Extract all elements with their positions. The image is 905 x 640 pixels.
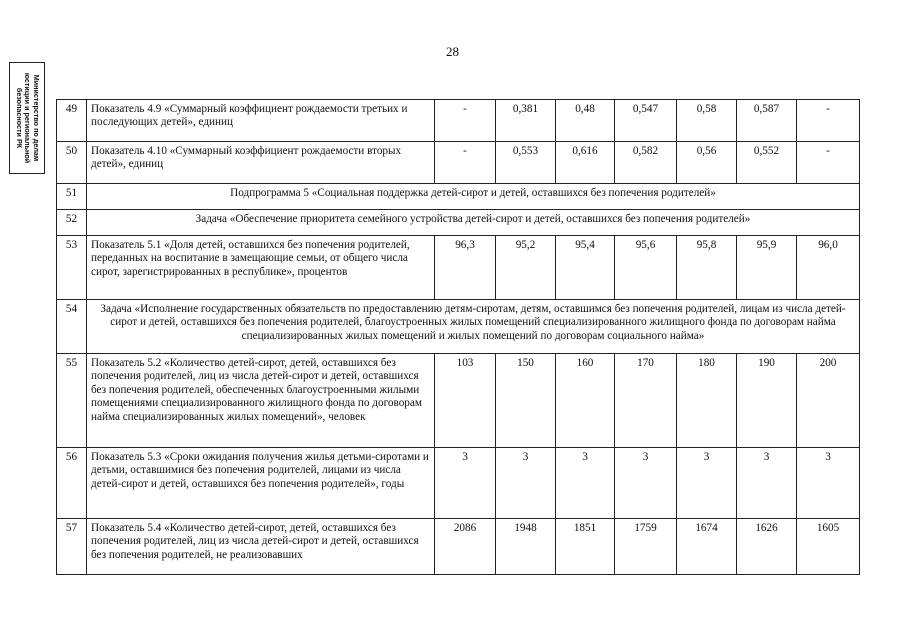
value-cell: - xyxy=(797,100,860,142)
value-cell: 160 xyxy=(556,354,615,448)
value-cell: 0,58 xyxy=(677,100,737,142)
value-cell: - xyxy=(435,142,496,184)
value-cell: 95,2 xyxy=(496,236,556,300)
value-cell: 95,8 xyxy=(677,236,737,300)
row-number: 52 xyxy=(57,210,87,236)
indicator-description: Показатель 5.3 «Сроки ожидания получения жилья детьми-сиротами и детьми, оставшимися без попечения родителей, лицами из числа детей-сирот и детей, оставшихся без попечения родителей», годы xyxy=(87,448,435,519)
value-cell: 190 xyxy=(737,354,797,448)
value-cell: 96,3 xyxy=(435,236,496,300)
table-row xyxy=(57,448,860,519)
value-cell: 1626 xyxy=(737,519,797,575)
stamp-text xyxy=(14,64,40,172)
indicators-table xyxy=(56,99,860,575)
row-number: 50 xyxy=(57,142,87,184)
value-cell: 0,48 xyxy=(556,100,615,142)
value-cell: 3 xyxy=(615,448,677,519)
value-cell: 3 xyxy=(797,448,860,519)
value-cell: 1948 xyxy=(496,519,556,575)
value-cell: 103 xyxy=(435,354,496,448)
stamp-line-2: юстиции и региональной xyxy=(23,72,33,164)
value-cell: 0,616 xyxy=(556,142,615,184)
row-number: 57 xyxy=(57,519,87,575)
value-cell: 150 xyxy=(496,354,556,448)
value-cell: - xyxy=(797,142,860,184)
value-cell: 1674 xyxy=(677,519,737,575)
table-row xyxy=(57,236,860,300)
value-cell: 0,547 xyxy=(615,100,677,142)
value-cell: 0,381 xyxy=(496,100,556,142)
section-row xyxy=(57,300,860,354)
value-cell: 1605 xyxy=(797,519,860,575)
row-number: 51 xyxy=(57,184,87,210)
value-cell: 180 xyxy=(677,354,737,448)
value-cell: 0,552 xyxy=(737,142,797,184)
row-number: 53 xyxy=(57,236,87,300)
table-row xyxy=(57,519,860,575)
subprogram-title: Подпрограмма 5 «Социальная поддержка детей-сирот и детей, оставшихся без попечения родителей» xyxy=(87,184,860,210)
table-row xyxy=(57,142,860,184)
value-cell: 95,4 xyxy=(556,236,615,300)
value-cell: 95,6 xyxy=(615,236,677,300)
row-number: 56 xyxy=(57,448,87,519)
value-cell: 0,582 xyxy=(615,142,677,184)
indicator-description: Показатель 5.2 «Количество детей-сирот, детей, оставшихся без попечения родителей, лиц из числа детей-сирот и детей, оставшихся без попечения родителей, обеспеченных благоустроенными жилыми помещениями специализированного жилищного фонда по договорам найма специализированных жилых помещений», человек xyxy=(87,354,435,448)
task-title: Задача «Обеспечение приоритета семейного устройства детей-сирот и детей, оставшихся без попечения родителей» xyxy=(87,210,860,236)
indicator-description: Показатель 5.4 «Количество детей-сирот, детей, оставшихся без попечения родителей, лиц из числа детей-сирот и детей, оставшихся без попечения родителей, не реализовавших xyxy=(87,519,435,575)
value-cell: 1759 xyxy=(615,519,677,575)
value-cell: 0,56 xyxy=(677,142,737,184)
row-number: 55 xyxy=(57,354,87,448)
indicator-description: Показатель 4.10 «Суммарный коэффициент рождаемости вторых детей», единиц xyxy=(87,142,435,184)
value-cell: 95,9 xyxy=(737,236,797,300)
value-cell: 170 xyxy=(615,354,677,448)
value-cell: 3 xyxy=(737,448,797,519)
value-cell: 0,587 xyxy=(737,100,797,142)
row-number: 54 xyxy=(57,300,87,354)
stamp-line-3: безопасности РК xyxy=(14,87,24,149)
indicator-description: Показатель 5.1 «Доля детей, оставшихся без попечения родителей, переданных на воспитание в замещающие семьи, от общего числа сирот, зарегистрированных в республике», процентов xyxy=(87,236,435,300)
table-row xyxy=(57,100,860,142)
row-number: 49 xyxy=(57,100,87,142)
value-cell: 3 xyxy=(556,448,615,519)
section-row xyxy=(57,210,860,236)
value-cell: 3 xyxy=(435,448,496,519)
value-cell: 200 xyxy=(797,354,860,448)
value-cell: 1851 xyxy=(556,519,615,575)
indicator-description: Показатель 4.9 «Суммарный коэффициент рождаемости третьих и последующих детей», единиц xyxy=(87,100,435,142)
stamp-line-1: Министерство по делам xyxy=(31,74,41,162)
task-title: Задача «Исполнение государственных обязательств по предоставлению детям-сиротам, детям, оставшимся без попечения родителей, лицам из числа детей-сирот и детей, оставшихся без попечения родителей, благоустроенных жилых помещений специализированного жилищного фонда по договорам найма специализированных жилых помещений и жилых помещений по договорам социального найма» xyxy=(87,300,860,354)
table-row xyxy=(57,354,860,448)
value-cell: 0,553 xyxy=(496,142,556,184)
registration-stamp xyxy=(9,62,45,174)
value-cell: 96,0 xyxy=(797,236,860,300)
value-cell: 3 xyxy=(496,448,556,519)
value-cell: - xyxy=(435,100,496,142)
value-cell: 2086 xyxy=(435,519,496,575)
value-cell: 3 xyxy=(677,448,737,519)
section-row xyxy=(57,184,860,210)
page-number: 28 xyxy=(446,44,459,59)
